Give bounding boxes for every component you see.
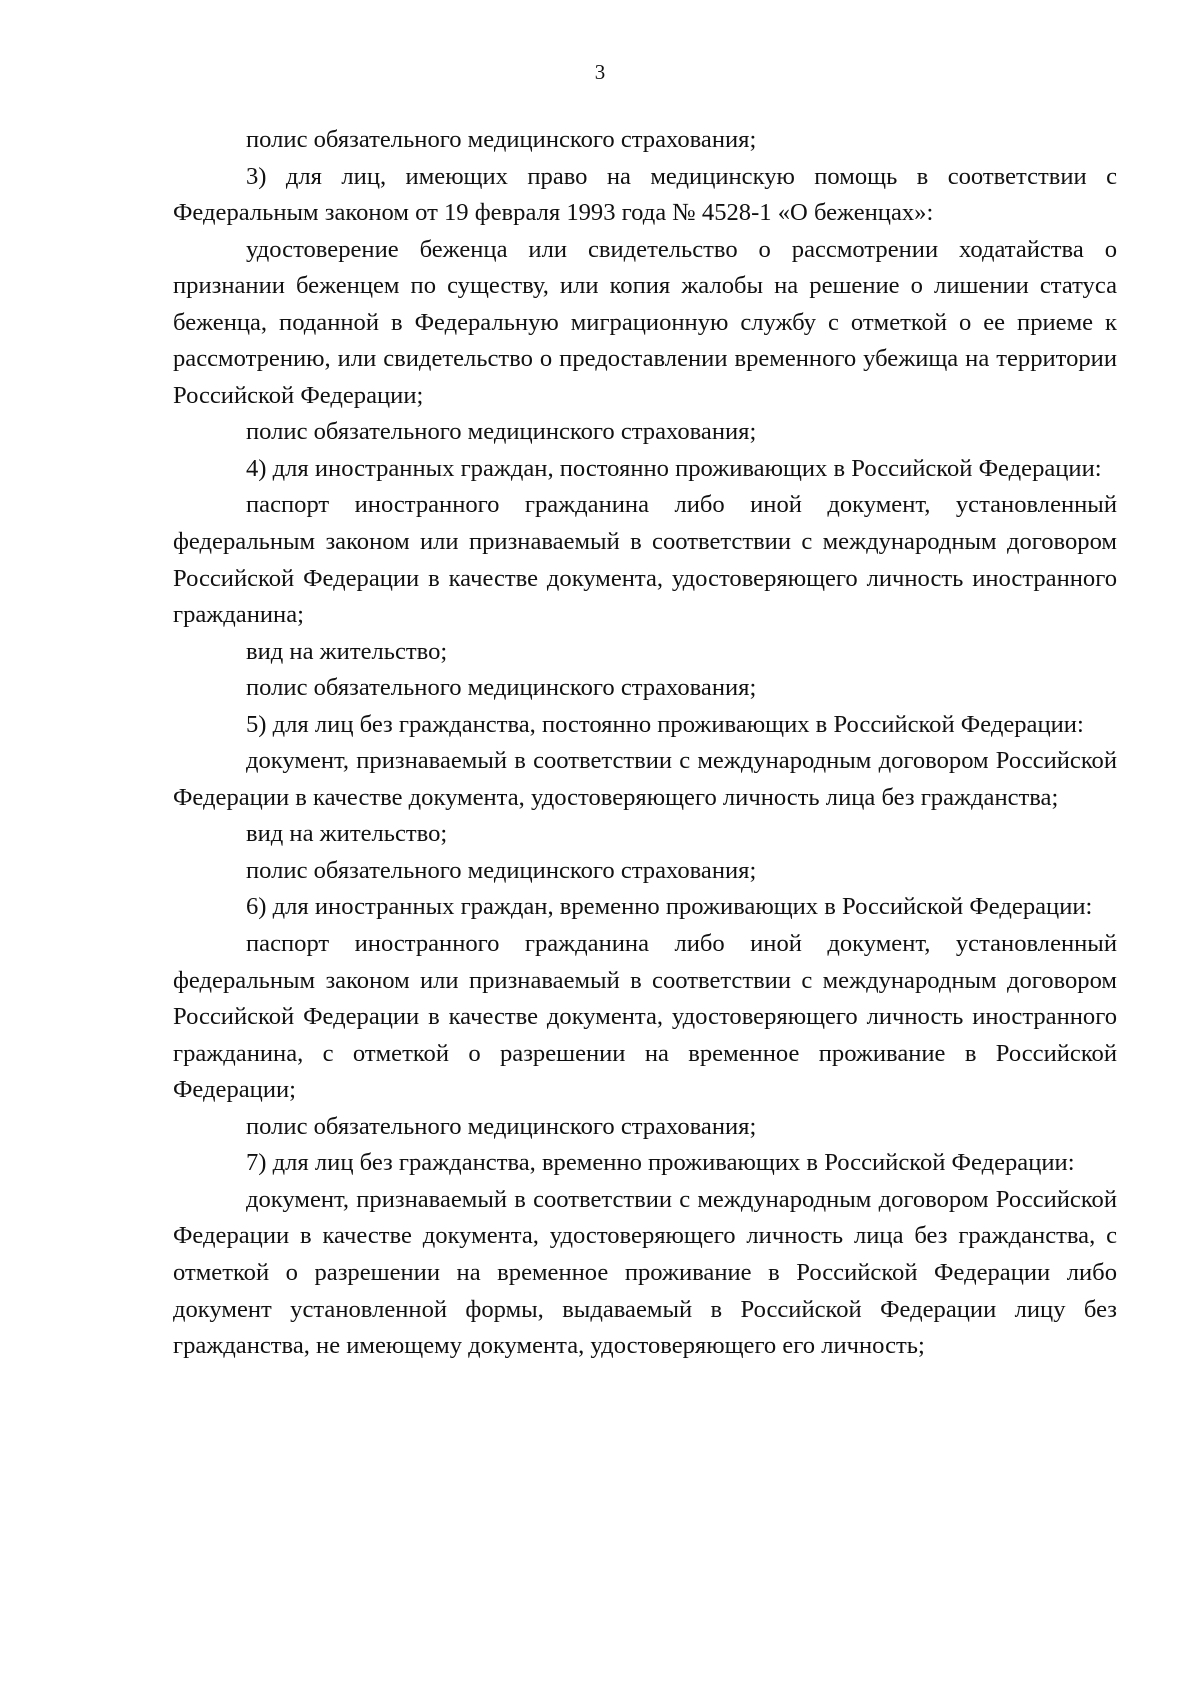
paragraph-16: 7) для лиц без гражданства, временно проживающих в Российской Федерации:	[246, 1149, 1075, 1177]
paragraph-8: полис обязательного медицинского страхования;	[246, 674, 757, 702]
paragraph-2: 3) для лиц, имеющих право на медицинскую помощь в соответствии с Федеральным законом от 19 февраля 1993 года № 4528-1 «О беженцах»:	[173, 162, 1117, 227]
paragraph-9: 5) для лиц без гражданства, постоянно проживающих в Российской Федерации:	[246, 710, 1084, 738]
paragraph-1: полис обязательного медицинского страхования;	[246, 126, 757, 153]
paragraph-15: полис обязательного медицинского страхования;	[246, 1112, 757, 1140]
paragraph-10: документ, признаваемый в соответствии с международным договором Российской Федерации в качестве документа, удостоверяющего личность лица без гражданства;	[173, 747, 1117, 811]
document-body	[173, 122, 1117, 1365]
paragraph-6: паспорт иностранного гражданина либо иной документ, установленный федеральным законом или признаваемый в соответствии с международным договором Российской Федерации в качестве документа, удостоверяющего личность иностранного гражданина;	[173, 491, 1117, 629]
paragraph-14: паспорт иностранного гражданина либо иной документ, установленный федеральным законом или признаваемый в соответствии с международным договором Российской Федерации в качестве документа, удостоверяющего личность иностранного гражданина, с отметкой о разрешении на временное проживание в Российской Федерации;	[173, 930, 1117, 1104]
paragraph-3: удостоверение беженца или свидетельство о рассмотрении ходатайства о признании беженцем по существу, или копия жалобы на решение о лишении статуса беженца, поданной в Федеральную миграционную службу с отметкой о ее приеме к рассмотрению, или свидетельство о предоставлении временного убежища на территории Российской Федерации;	[173, 235, 1117, 409]
page-number: 3	[594, 60, 606, 84]
paragraph-4: полис обязательного медицинского страхования;	[246, 418, 757, 446]
paragraph-12: полис обязательного медицинского страхования;	[246, 856, 757, 884]
paragraph-11: вид на жительство;	[246, 820, 448, 848]
paragraph-5: 4) для иностранных граждан, постоянно проживающих в Российской Федерации:	[246, 454, 1102, 482]
paragraph-13: 6) для иностранных граждан, временно проживающих в Российской Федерации:	[246, 893, 1093, 921]
paragraph-7: вид на жительство;	[246, 637, 448, 665]
paragraph-17: документ, признаваемый в соответствии с международным договором Российской Федерации в качестве документа, удостоверяющего личность лица без гражданства, с отметкой о разрешении на временное проживание в Российской Федерации либо документ установленной формы, выдаваемый в Российской Федерации лицу без гражданства, не имеющему документа, удостоверяющего его личность;	[173, 1185, 1117, 1360]
